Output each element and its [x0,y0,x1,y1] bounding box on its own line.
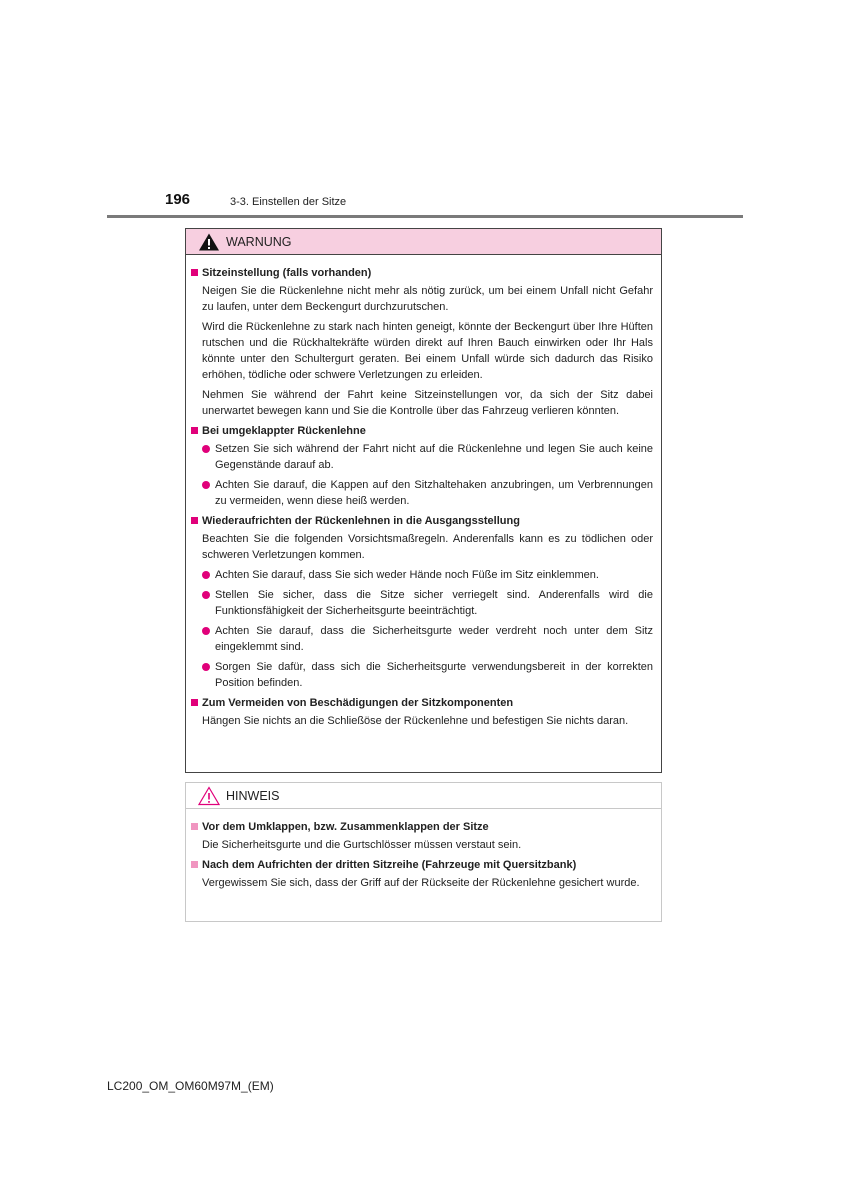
bullet-text: Sorgen Sie dafür, dass sich die Sicherheitsgurte verwendungsbereit in der korrekten Position befinden. [215,661,653,689]
bullet-item [191,623,653,655]
paragraph: Wird die Rückenlehne zu stark nach hinten geneigt, könnte der Beckengurt über Ihre Hüften rutschen und die Rückhaltekräfte würden direkt auf Ihren Bauch einwirken oder Ihr Hals könnte unter den Schultergurt geraten. Bei einem Unfall würde sich dadurch das Risiko erhöhen, tödliche oder schwere Verletzungen zu erleiden. [202,321,653,381]
section-title: 3-3. Einstellen der Sitze [230,196,347,208]
heading-text: Sitzeinstellung (falls vorhanden) [202,267,372,279]
bullet-item [191,587,653,619]
warning-header [186,229,661,255]
note-section-heading [191,819,653,835]
warning-section-heading [191,423,653,439]
square-bullet-icon [191,269,198,276]
warning-section-heading [191,513,653,529]
header-divider [107,215,743,218]
square-bullet-icon [191,427,198,434]
bullet-text: Achten Sie darauf, dass die Sicherheitsgurte weder verdreht noch unter dem Sitz eingeklemmt sind. [215,625,653,653]
paragraph: Nehmen Sie während der Fahrt keine Sitzeinstellungen vor, da sich der Sitz dabei unerwartet bewegen kann und Sie die Kontrolle über das Fahrzeug verlieren könnten. [202,389,653,417]
circle-bullet-icon [202,481,210,489]
paragraph: Hängen Sie nichts an die Schließöse der Rückenlehne und befestigen Sie nichts daran. [202,715,629,727]
square-bullet-icon [191,823,198,830]
heading-text: Vor dem Umklappen, bzw. Zusammenklappen der Sitze [202,821,489,833]
bullet-item [191,567,653,583]
bullet-item [191,441,653,473]
square-bullet-icon [191,699,198,706]
note-box [185,782,662,922]
bullet-text: Achten Sie darauf, dass Sie sich weder Hände noch Füße im Sitz einklemmen. [215,569,599,581]
bullet-text: Achten Sie darauf, die Kappen auf den Sitzhaltehaken anzubringen, um Verbrennungen zu vermeiden, wenn diese heiß werden. [215,479,653,507]
heading-text: Nach dem Aufrichten der dritten Sitzreihe (Fahrzeuge mit Quersitzbank) [202,859,577,871]
note-title: HINWEIS [226,788,280,803]
bullet-text: Stellen Sie sicher, dass die Sitze sicher verriegelt sind. Anderenfalls wird die Funktionsfähigkeit der Sicherheitsgurte beeinträchtigt. [215,589,653,617]
note-header [186,783,661,809]
caution-triangle-icon [198,786,220,806]
note-section-heading [191,857,653,873]
warning-section-heading [191,695,653,711]
bullet-item [191,477,653,509]
paragraph: Vergewissem Sie sich, dass der Griff auf der Rückseite der Rückenlehne gesichert wurde. [202,877,640,889]
circle-bullet-icon [202,627,210,635]
bullet-text: Setzen Sie sich während der Fahrt nicht auf die Rückenlehne und legen Sie auch keine Gegenstände darauf ab. [215,443,653,471]
heading-text: Zum Vermeiden von Beschädigungen der Sitzkomponenten [202,697,514,709]
square-bullet-icon [191,861,198,868]
circle-bullet-icon [202,591,210,599]
square-bullet-icon [191,517,198,524]
paragraph: Beachten Sie die folgenden Vorsichtsmaßregeln. Anderenfalls kann es zu tödlichen oder schweren Verletzungen kommen. [202,533,653,561]
page-number: 196 [165,191,191,208]
warning-triangle-icon [198,232,220,252]
bullet-item [191,659,653,691]
circle-bullet-icon [202,445,210,453]
warning-box [185,228,662,773]
warning-title: WARNUNG [226,234,292,249]
heading-text: Wiederaufrichten der Rückenlehnen in die Ausgangsstellung [202,515,520,527]
footer-code: LC200_OM_OM60M97M_(EM) [107,1079,274,1093]
warning-section-heading [191,265,653,281]
heading-text: Bei umgeklappter Rückenlehne [202,425,366,437]
circle-bullet-icon [202,571,210,579]
paragraph: Neigen Sie die Rückenlehne nicht mehr als nötig zurück, um bei einem Unfall nicht Gefahr zu laufen, unter dem Beckengurt durchzurutschen. [202,285,653,313]
circle-bullet-icon [202,663,210,671]
paragraph: Die Sicherheitsgurte und die Gurtschlösser müssen verstaut sein. [202,839,522,851]
